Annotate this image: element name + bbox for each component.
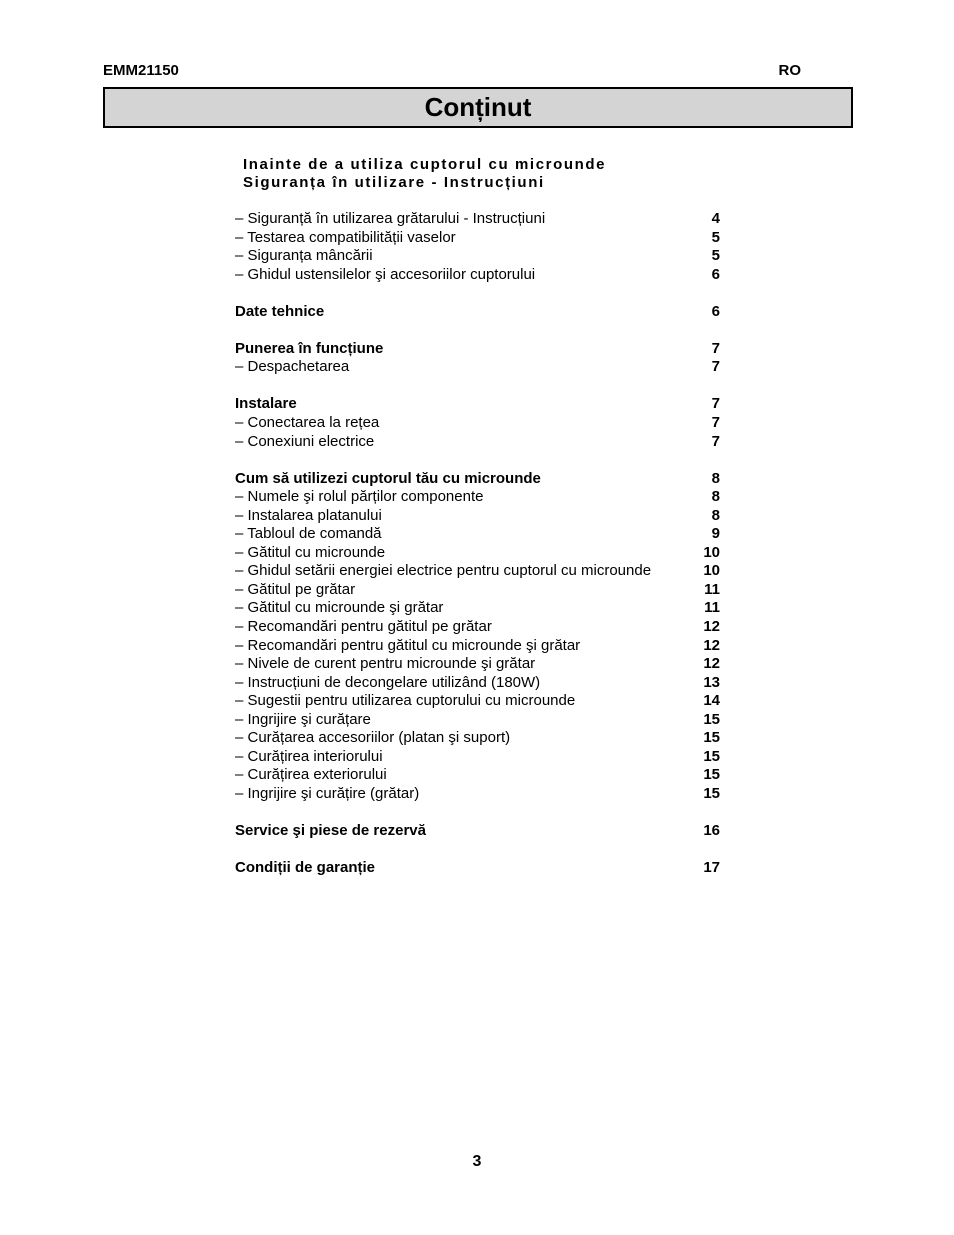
- toc-entry-row: [235, 358, 720, 377]
- toc-page-number: 5: [711, 228, 720, 246]
- toc-label: – Recomandări pentru gătitul cu microunde şi grătar: [235, 636, 581, 654]
- toc-label: – Curățirea interiorului: [235, 747, 383, 765]
- toc-page-number: 14: [703, 692, 720, 710]
- toc-label: – Gătitul pe grătar: [235, 580, 356, 598]
- toc-section-row: [235, 340, 720, 359]
- toc-page-number: 11: [704, 580, 720, 598]
- toc-page-number: 12: [703, 636, 720, 654]
- toc-label: – Siguranța mâncării: [235, 247, 373, 265]
- toc-page-number: 15: [703, 729, 720, 747]
- toc-label: – Curățirea exteriorului: [235, 766, 387, 784]
- toc-page-number: 17: [703, 859, 720, 877]
- toc-entry-row: [235, 266, 720, 285]
- toc-section-row: [235, 395, 720, 414]
- toc-page-number: 15: [703, 784, 720, 802]
- toc-page-number: 9: [711, 525, 720, 543]
- toc-entry-row: [235, 599, 720, 618]
- toc-page-number: 10: [703, 543, 720, 561]
- toc-label: Date tehnice: [235, 302, 325, 320]
- toc-entry-row: [235, 655, 720, 674]
- toc-page-number: 15: [703, 766, 720, 784]
- toc-spacer: [235, 321, 720, 340]
- toc-page-number: 12: [703, 655, 720, 673]
- model-code: EMM21150: [103, 62, 179, 79]
- toc-page-number: 10: [703, 562, 720, 580]
- intro-line: Inainte de a utiliza cuptorul cu microunde: [243, 156, 607, 173]
- toc-label: – Conectarea la rețea: [235, 414, 380, 432]
- toc-entry-row: [235, 562, 720, 581]
- toc-page-number: 15: [703, 710, 720, 728]
- toc-section-row: [235, 303, 720, 322]
- toc-entry-row: [235, 711, 720, 730]
- toc-label: Cum să utilizezi cuptorul tău cu microunde: [235, 469, 541, 487]
- toc-page-number: 6: [711, 302, 720, 320]
- toc-entry-row: [235, 729, 720, 748]
- toc-label: – Curățarea accesoriilor (platan şi suport): [235, 729, 511, 747]
- toc-entry-row: [235, 748, 720, 767]
- toc-entry-row: [235, 581, 720, 600]
- toc-page-number: 12: [703, 618, 720, 636]
- toc-section-row: [235, 822, 720, 841]
- toc-page-number: 8: [711, 488, 720, 506]
- toc-label: – Conexiuni electrice: [235, 432, 375, 450]
- toc-entry-row: [235, 507, 720, 526]
- intro-line: Siguranța în utilizare - Instrucțiuni: [243, 174, 545, 191]
- toc-entry-row: [235, 247, 720, 266]
- toc-entry-row: [235, 488, 720, 507]
- toc-label: – Ingrijire şi curățare: [235, 710, 371, 728]
- toc-page-number: 11: [704, 599, 720, 617]
- toc-page-number: 13: [703, 673, 720, 691]
- toc-entry-row: [235, 674, 720, 693]
- toc-entry-row: [235, 692, 720, 711]
- toc-section-row: [235, 470, 720, 489]
- toc-label: – Ghidul setării energiei electrice pentru cuptorul cu microunde: [235, 562, 652, 580]
- toc-label: – Despachetarea: [235, 358, 350, 376]
- toc-label: – Ghidul ustensilelor şi accesoriilor cuptorului: [235, 265, 536, 283]
- page-number: 3: [472, 1153, 482, 1170]
- toc-page-number: 7: [711, 339, 720, 357]
- toc-label: – Instrucțiuni de decongelare utilizând (180W): [235, 673, 541, 691]
- toc-page-number: 4: [711, 210, 720, 227]
- toc-section-row: [235, 859, 720, 878]
- toc-entry-row: [235, 229, 720, 248]
- table-of-contents: [235, 210, 720, 878]
- toc-label: – Nivele de curent pentru microunde şi grătar: [235, 655, 536, 673]
- page-title: Conținut: [424, 92, 532, 122]
- toc-page-number: 8: [711, 469, 720, 487]
- toc-label: – Tabloul de comandă: [235, 525, 382, 543]
- toc-label: Condiții de garanție: [235, 859, 376, 877]
- toc-label: – Gătitul cu microunde şi grătar: [235, 599, 444, 617]
- toc-entry-row: [235, 433, 720, 452]
- toc-page-number: 7: [711, 358, 720, 376]
- toc-label: – Sugestii pentru utilizarea cuptorului cu microunde: [235, 692, 576, 710]
- toc-page-number: 15: [703, 747, 720, 765]
- toc-page-number: 7: [711, 432, 720, 450]
- toc-label: – Testarea compatibilității vaselor: [235, 228, 456, 246]
- toc-entry-row: [235, 618, 720, 637]
- toc-label: – Recomandări pentru gătitul pe grătar: [235, 618, 492, 636]
- toc-spacer: [235, 451, 720, 470]
- toc-label: Service şi piese de rezervă: [235, 822, 426, 840]
- toc-entry-row: [235, 210, 720, 229]
- toc-page-number: 7: [711, 395, 720, 413]
- toc-label: – Instalarea platanului: [235, 506, 382, 524]
- toc-spacer: [235, 377, 720, 396]
- intro-block: [243, 156, 606, 192]
- toc-entry-row: [235, 525, 720, 544]
- toc-label: – Ingrijire şi curățire (grătar): [235, 784, 420, 802]
- language-code: RO: [778, 62, 801, 79]
- toc-entry-row: [235, 766, 720, 785]
- toc-label: – Numele şi rolul părților componente: [235, 488, 484, 506]
- toc-entry-row: [235, 544, 720, 563]
- toc-spacer: [235, 804, 720, 823]
- toc-label: – Siguranță în utilizarea grătarului - Instrucțiuni: [235, 210, 546, 227]
- toc-label: – Gătitul cu microunde: [235, 543, 386, 561]
- toc-page-number: 6: [711, 265, 720, 283]
- title-banner: [103, 87, 853, 128]
- toc-page-number: 7: [711, 414, 720, 432]
- toc-page-number: 8: [711, 506, 720, 524]
- toc-label: Instalare: [235, 395, 297, 413]
- toc-entry-row: [235, 637, 720, 656]
- toc-page-number: 16: [703, 822, 720, 840]
- toc-spacer: [235, 841, 720, 860]
- toc-entry-row: [235, 785, 720, 804]
- toc-label: Punerea în funcțiune: [235, 339, 384, 357]
- toc-entry-row: [235, 414, 720, 433]
- toc-spacer: [235, 284, 720, 303]
- toc-page-number: 5: [711, 247, 720, 265]
